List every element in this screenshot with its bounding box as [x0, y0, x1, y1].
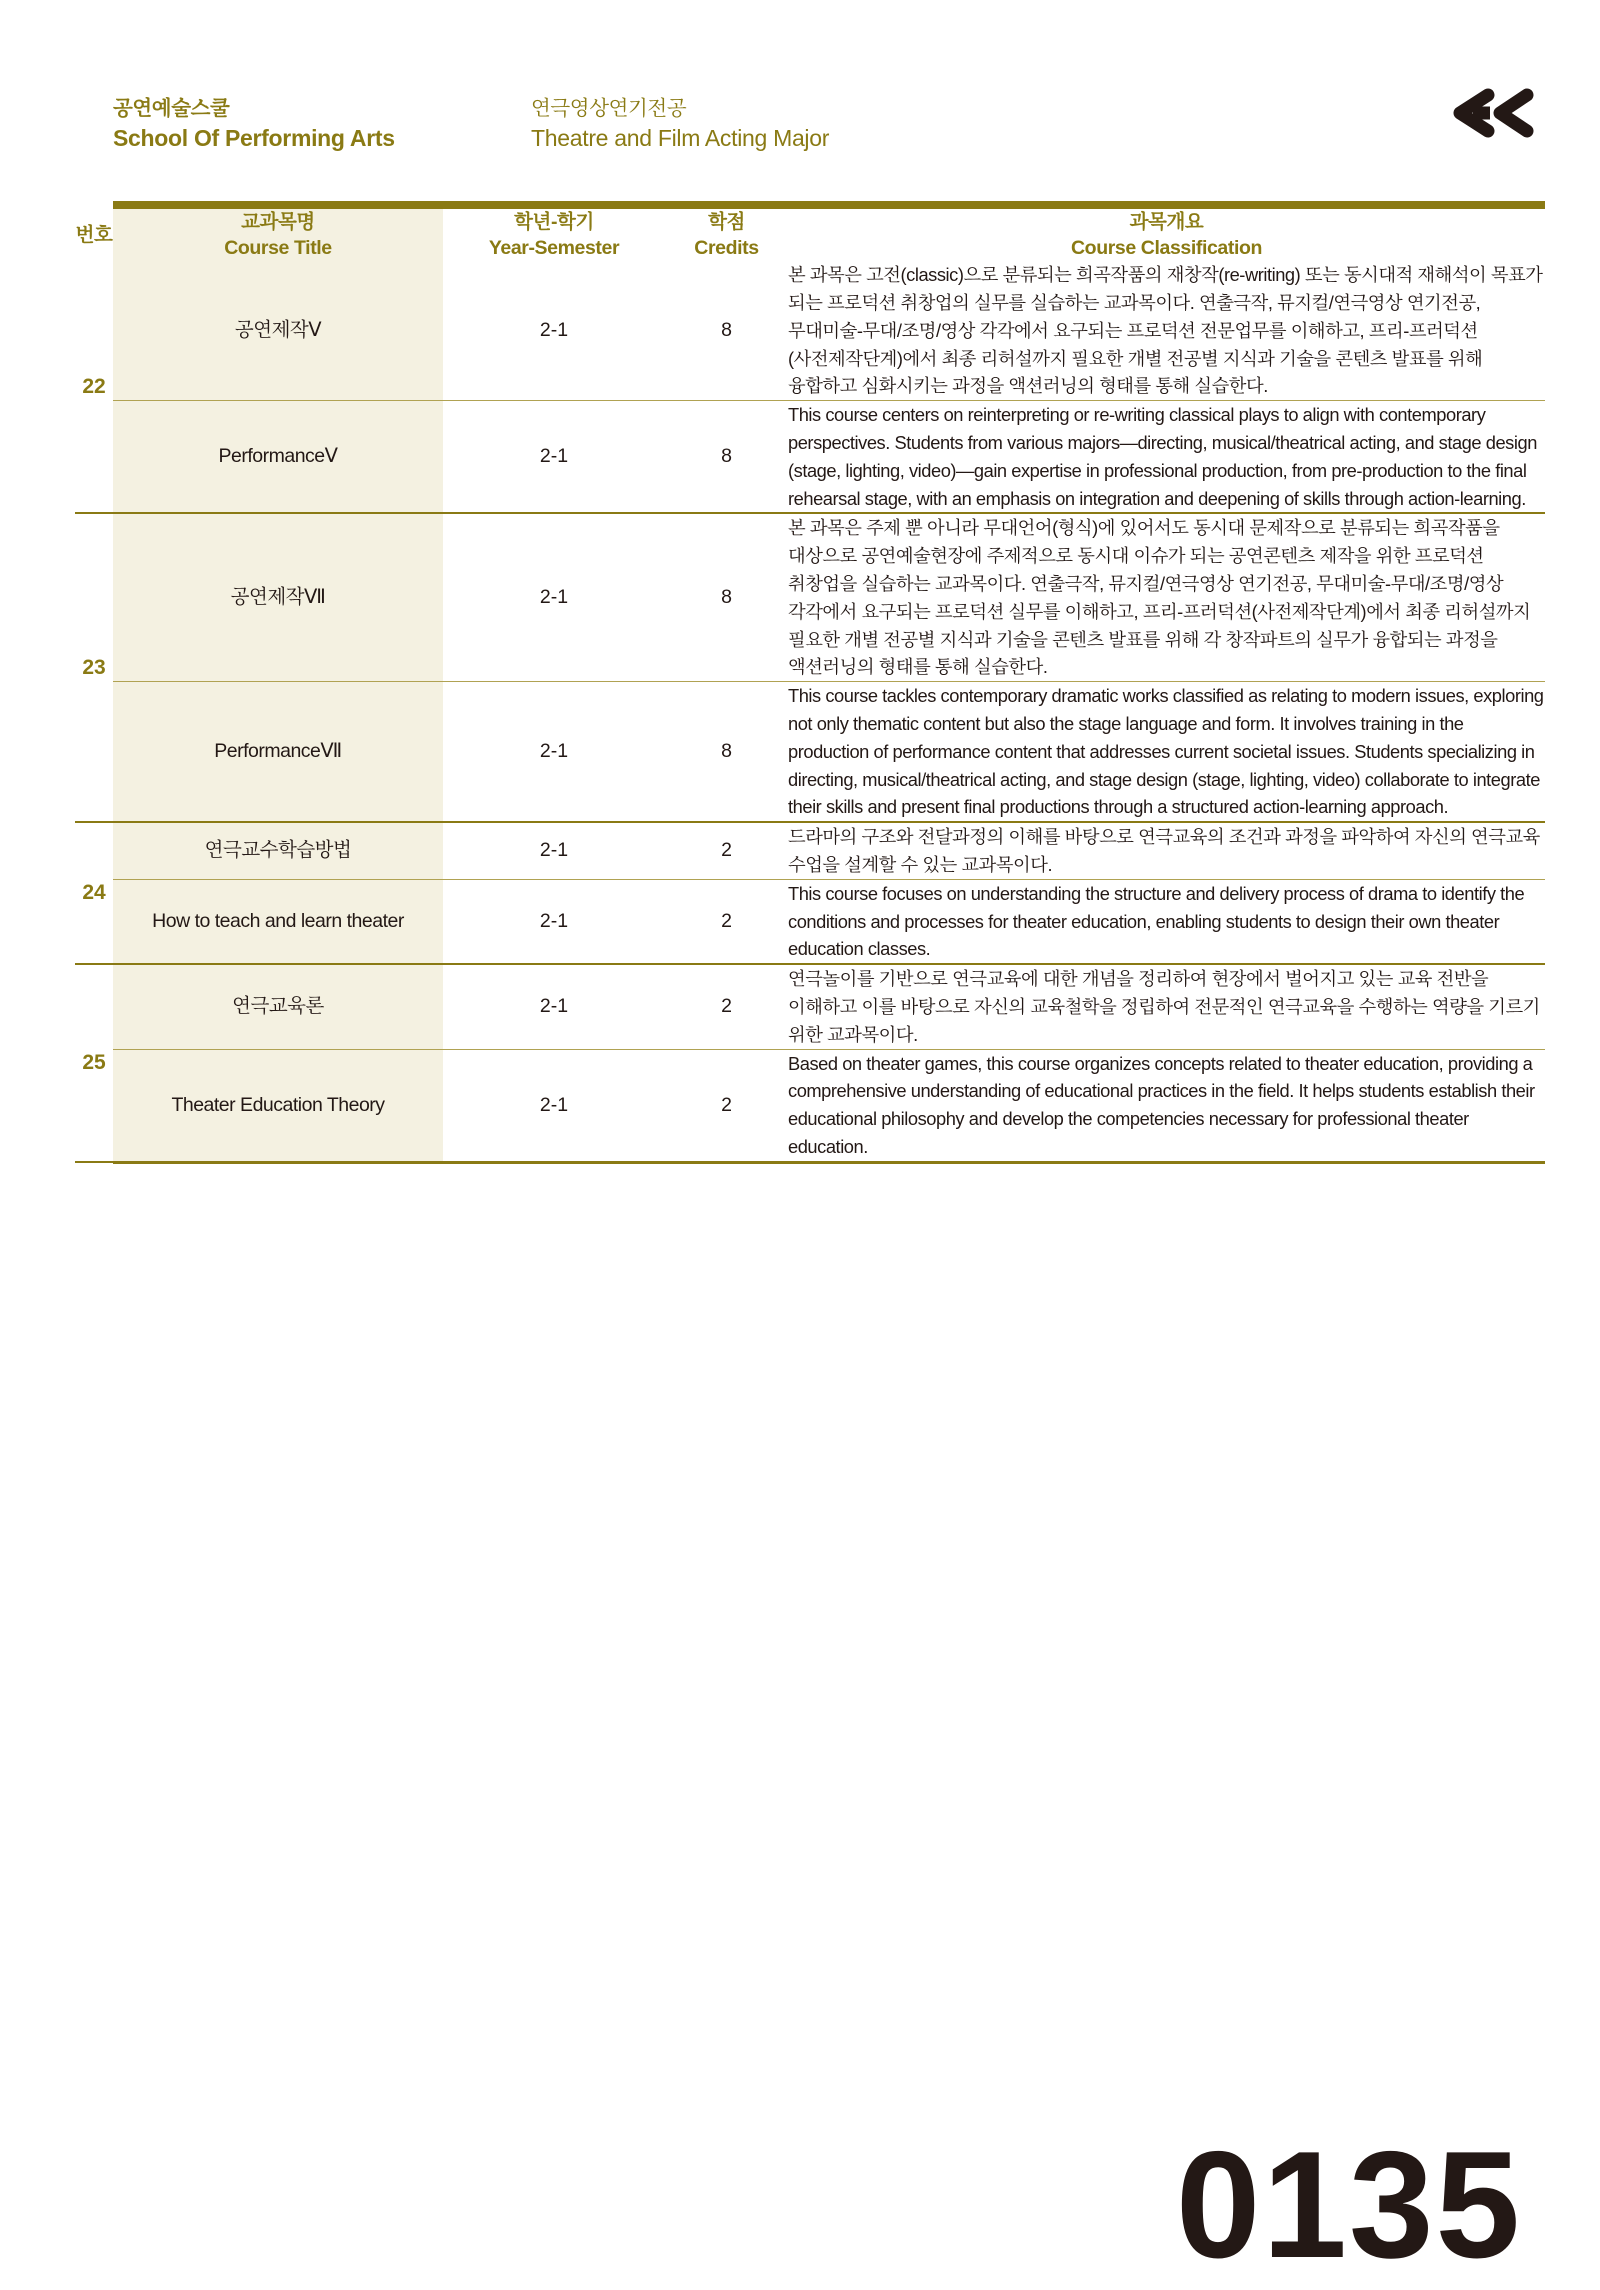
- course-description-cell: 드라마의 구조와 전달과정의 이해를 바탕으로 연극교육의 조건과 과정을 파악하여 자신의 연극교육 수업을 설계할 수 있는 교과목이다.: [788, 822, 1545, 879]
- table-row: [75, 822, 1545, 879]
- course-description-cell: 본 과목은 주제 뿐 아니라 무대언어(형식)에 있어서도 동시대 문제작으로 분류되는 희곡작품을 대상으로 공연예술현장에 주제적으로 동시대 이슈가 되는 공연콘텐츠 제작을 위한 프로덕션 취창업을 실습하는 교과목이다. 연출극작, 뮤지컬/연극영상 연기전공, 무대미술-무대/조명/영상 각각에서 요구되는 프로덕션 실무를 이해하고, 프리-프러덕션(사전제작단계)에서 최종 리허설까지 필요한 개별 전공별 지식과 기술을 콘텐츠 발표를 위해 각 창작파트의 실무가 융합되는 과정을 액션러닝의 형태를 통해 실습한다.: [788, 513, 1545, 681]
- credits-cell: 2: [665, 1049, 788, 1162]
- table-row: [75, 682, 1545, 822]
- table-row: [75, 1049, 1545, 1162]
- year-semester-cell: 2-1: [443, 964, 665, 1049]
- course-description-cell: Based on theater games, this course organizes concepts related to theater education, providing a comprehensive understanding of educational practices in the field. It helps students establish their educational philosophy and develop the competencies necessary for professional theater education.: [788, 1049, 1545, 1162]
- major-name-en: Theatre and Film Acting Major: [531, 125, 830, 152]
- credits-cell: 2: [665, 822, 788, 879]
- column-header-course-title-kr: 교과목명: [241, 211, 315, 233]
- column-header-year-semester-en: Year-Semester: [488, 237, 620, 260]
- school-name-en: School Of Performing Arts: [113, 125, 395, 152]
- top-rule-ys: [443, 201, 665, 209]
- column-header-no-kr: 번호: [75, 224, 113, 247]
- course-description-cell: 본 과목은 고전(classic)으로 분류되는 희곡작품의 재창작(re-writing) 또는 동시대적 재해석이 목표가 되는 프로덕션 취창업의 실무를 실습하는 교과목이다. 연출극작, 뮤지컬/연극영상 연기전공, 무대미술-무대/조명/영상 각각에서 요구되는 프로덕션 전문업무를 이해하고, 프리-프러덕션(사전제작단계)에서 최종 리허설까지 필요한 개별 전공별 지식과 기술을 콘텐츠 발표를 위해 융합하고 심화시키는 과정을 액션러닝의 형태를 통해 실습한다.: [788, 261, 1545, 400]
- course-title-cell: PerformanceⅦ: [113, 682, 443, 822]
- year-semester-cell: 2-1: [443, 261, 665, 400]
- table-row: [75, 964, 1545, 1049]
- table-head: [75, 201, 1545, 261]
- ck-logo-icon: [1440, 87, 1543, 139]
- school-name-kr: 공연예술스쿨: [113, 97, 230, 120]
- table-row: [75, 261, 1545, 400]
- year-semester-cell: 2-1: [443, 401, 665, 514]
- credits-cell: 8: [665, 401, 788, 514]
- course-table: [75, 201, 1545, 1164]
- column-header-credits: [665, 209, 788, 261]
- row-number: 22: [75, 261, 113, 513]
- course-description-cell: This course centers on reinterpreting or re-writing classical plays to align with contemporary perspectives. Students from various majors—directing, musical/theatrical acting, and stage design (stage, lighting, video)—gain expertise in professional production, from pre-production to the final rehearsal stage, with an emphasis on integration and deepening of skills through action-learning.: [788, 401, 1545, 514]
- top-rule-credits: [665, 201, 788, 209]
- school-identity: [113, 95, 493, 154]
- credits-cell: 8: [665, 682, 788, 822]
- credits-cell: 2: [665, 879, 788, 964]
- table-top-rule-row: [75, 201, 1545, 209]
- year-semester-cell: 2-1: [443, 879, 665, 964]
- column-header-year-semester-kr: 학년-학기: [514, 211, 594, 233]
- year-semester-cell: 2-1: [443, 1049, 665, 1162]
- course-title-cell: 공연제작Ⅶ: [113, 513, 443, 681]
- column-header-course-classification-en: Course Classification: [1071, 237, 1262, 260]
- major-identity: [531, 95, 1131, 154]
- column-header-year-semester: [443, 209, 665, 261]
- credits-cell: 8: [665, 513, 788, 681]
- column-header-course-title: [113, 209, 443, 261]
- row-number: 23: [75, 513, 113, 822]
- column-header-no: [75, 209, 113, 261]
- table-row: [75, 879, 1545, 964]
- page-header: [113, 95, 1543, 175]
- page-number: 0135: [1175, 2120, 1522, 2290]
- course-title-cell: How to teach and learn theater: [113, 879, 443, 964]
- year-semester-cell: 2-1: [443, 513, 665, 681]
- course-title-cell: Theater Education Theory: [113, 1049, 443, 1162]
- course-description-cell: This course focuses on understanding the structure and delivery process of drama to identify the conditions and processes for theater education, enabling students to design their own theater education classes.: [788, 879, 1545, 964]
- column-header-credits-kr: 학점: [708, 211, 745, 233]
- top-rule-desc: [788, 201, 1545, 209]
- course-title-cell: 연극교육론: [113, 964, 443, 1049]
- course-title-cell: PerformanceⅤ: [113, 401, 443, 514]
- row-number: 24: [75, 822, 113, 964]
- column-header-course-title-en: Course Title: [224, 237, 332, 260]
- course-description-cell: This course tackles contemporary dramatic works classified as relating to modern issues, exploring not only thematic content but also the stage language and form. It involves training in the production of performance content that addresses current societal issues. Students specializing in directing, musical/theatrical acting, and stage design (stage, lighting, video) collaborate to integrate their skills and present final productions through a structured action-learning approach.: [788, 682, 1545, 822]
- year-semester-cell: 2-1: [443, 822, 665, 879]
- table-header-row: [75, 209, 1545, 261]
- course-description-cell: 연극놀이를 기반으로 연극교육에 대한 개념을 정리하여 현장에서 벌어지고 있는 교육 전반을 이해하고 이를 바탕으로 자신의 교육철학을 정립하여 전문적인 연극교육을 수행하는 역량을 기르기 위한 교과목이다.: [788, 964, 1545, 1049]
- year-semester-cell: 2-1: [443, 682, 665, 822]
- rule-spacer: [75, 201, 113, 209]
- column-header-course-classification-kr: 과목개요: [1129, 211, 1204, 233]
- credits-cell: 2: [665, 964, 788, 1049]
- course-title-cell: 공연제작Ⅴ: [113, 261, 443, 400]
- credits-cell: 8: [665, 261, 788, 400]
- table-row: [75, 401, 1545, 514]
- course-title-cell: 연극교수학습방법: [113, 822, 443, 879]
- column-header-course-classification: [788, 209, 1545, 261]
- top-rule-title: [113, 201, 443, 209]
- table-body: [75, 261, 1545, 1162]
- row-number: 25: [75, 964, 113, 1162]
- table-row: [75, 513, 1545, 681]
- major-name-kr: 연극영상연기전공: [531, 97, 687, 120]
- column-header-credits-en: Credits: [694, 237, 759, 260]
